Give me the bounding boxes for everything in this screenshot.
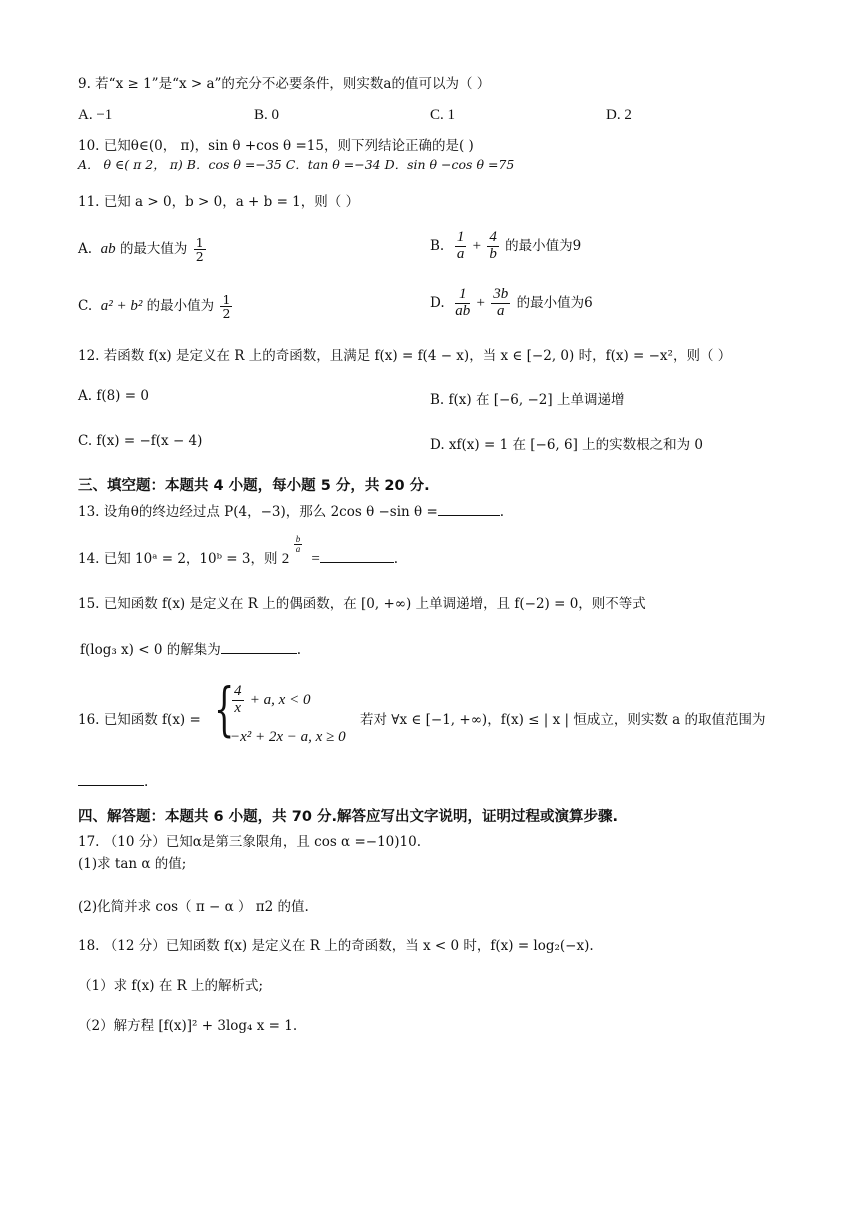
question-11: 11. 已知 a > 0，b > 0，a + b = 1，则（ ） (78, 194, 360, 210)
question-17-part-2: (2)化简并求 cos（ π − α ） π2 的值. (78, 899, 309, 915)
q9-option-a: A. −1 (78, 107, 113, 123)
question-15-line1: 15. 已知函数 f(x) 是定义在 R 上的偶函数，在 [0, +∞) 上单调递增，且 f(−2) = 0，则不等式 (78, 596, 646, 612)
question-10: 10. 已知θ∈(0， π)，sin θ +cos θ =15，则下列结论正确的是( ) (78, 138, 474, 154)
question-18: 18. （12 分）已知函数 f(x) 是定义在 R 上的奇函数，当 x < 0 时，f(x) = log₂(−x). (78, 938, 594, 954)
question-18-part-1: （1）求 f(x) 在 R 上的解析式; (78, 978, 264, 994)
q12-option-c: C. f(x) = −f(x − 4) (78, 433, 203, 449)
piecewise-brace: { (214, 675, 235, 743)
question-13: 13. 设角θ的终边经过点 P(4，−3)，那么 2cos θ −sin θ = . (78, 504, 505, 520)
q16-case-2: −x² + 2x − a, x ≥ 0 (230, 729, 346, 745)
question-9: 9. 若“x ≥ 1”是“x > a”的充分不必要条件，则实数a的值可以为（ ） (78, 76, 491, 92)
question-15-line2: f(log₃ x) < 0 的解集为 . (80, 642, 302, 658)
q9-option-b: B. 0 (254, 107, 280, 123)
q9-option-d: D. 2 (606, 107, 632, 123)
question-16-condition: 若对 ∀x ∈ [−1, +∞)，f(x) ≤ | x | 恒成立，则实数 a 的取值范围为 (360, 712, 766, 728)
question-18-part-2: （2）解方程 [f(x)]² + 3log₄ x = 1. (78, 1018, 298, 1034)
section-3-heading: 三、填空题：本题共 4 小题，每小题 5 分，共 20 分. (78, 478, 430, 494)
question-17: 17. （10 分）已知α是第三象限角，且 cos α =−10)10. (78, 834, 421, 850)
question-17-part-1: (1)求 tan α 的值; (78, 856, 187, 872)
question-16-label: 16. 已知函数 f(x) = (78, 712, 201, 728)
section-4-heading: 四、解答题：本题共 6 小题，共 70 分.解答应写出文字说明，证明过程或演算步骤. (78, 809, 618, 825)
q12-option-b: B. f(x) 在 [−6, −2] 上单调递增 (430, 392, 625, 408)
question-16-answer-blank: . (78, 774, 148, 790)
q12-option-d: D. xf(x) = 1 在 [−6, 6] 上的实数根之和为 0 (430, 437, 704, 453)
q11-option-d: D. $\frac{1}{ab}$ + $\frac{3b}{a}$ 的最小值为6 (430, 286, 593, 319)
q16-case-1: $\frac{4}{x}$ + a, x < 0 (234, 683, 311, 716)
q12-option-a: A. f(8) = 0 (78, 388, 149, 404)
q11-option-b: B. $\frac{1}{a}$ + $\frac{4}{b}$ 的最小值为9 (430, 229, 582, 262)
q9-option-c: C. 1 (430, 107, 456, 123)
q11-option-a: A. ab 的最大值为 $\frac{1}{2}$ (78, 235, 204, 265)
q11-option-c: C. a² + b² 的最小值为 $\frac{1}{2}$ (78, 292, 231, 322)
question-12: 12. 若函数 f(x) 是定义在 R 上的奇函数，且满足 f(x) = f(4 − x)，当 x ∈ [−2, 0) 时，f(x) = −x²，则（ ） (78, 348, 732, 364)
q10-options: A． θ ∈( π 2， π) B．cos θ =−35 C．tan θ =−34 D．sin θ −cos θ =75 (78, 157, 515, 172)
question-14: 14. 已知 10ᵃ = 2，10ᵇ = 3，则 2 $\frac{b}{a}$ = . (78, 534, 399, 567)
